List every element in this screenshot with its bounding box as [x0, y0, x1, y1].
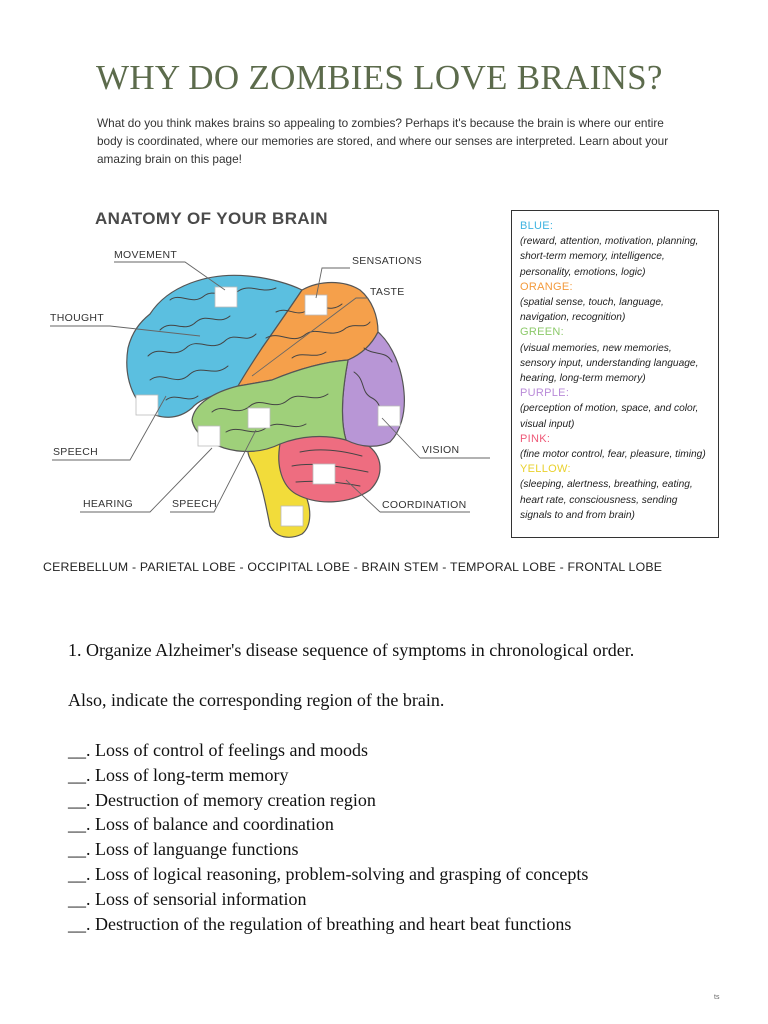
- symptom-item: __. Loss of languange functions: [68, 839, 299, 860]
- label-sensations: SENSATIONS: [352, 255, 422, 267]
- legend-color: YELLOW:: [520, 463, 571, 476]
- label-vision: VISION: [422, 444, 460, 456]
- symptom-item: __. Loss of long-term memory: [68, 764, 289, 785]
- lobe-word-bank: CEREBELLUM - PARIETAL LOBE - OCCIPITAL LOBE - BRAIN STEM - TEMPORAL LOBE - FRONTAL LOBE: [43, 560, 663, 574]
- legend-entry-blue: [520, 219, 710, 280]
- color-legend: [511, 210, 719, 538]
- label-speech-left: SPEECH: [53, 446, 98, 458]
- answer-box: [215, 287, 237, 307]
- legend-desc: (spatial sense, touch, language, navigation, recognition): [520, 297, 664, 324]
- page-title: WHY DO ZOMBIES LOVE BRAINS?: [96, 58, 663, 97]
- label-movement: MOVEMENT: [114, 249, 178, 261]
- symptom-item: __. Loss of balance and coordination: [68, 814, 334, 835]
- label-taste: TASTE: [370, 286, 405, 298]
- legend-entry-purple: [520, 386, 710, 432]
- question-instruction: Also, indicate the corresponding region of the brain.: [68, 690, 445, 710]
- label-speech-bottom: SPEECH: [172, 498, 217, 510]
- symptom-item: __. Destruction of the regulation of breathing and heart beat functions: [68, 913, 572, 934]
- legend-desc: (visual memories, new memories, sensory input, understanding language, hearing, long-term memory): [520, 342, 699, 385]
- answer-box: [198, 426, 220, 446]
- legend-color: GREEN:: [520, 326, 564, 339]
- symptom-item: __. Destruction of memory creation region: [68, 789, 376, 810]
- symptom-list: [68, 738, 588, 936]
- footer-mark: ts: [714, 994, 720, 1001]
- legend-desc: (sleeping, alertness, breathing, eating, heart rate, consciousness, sending signals to and from brain): [520, 479, 693, 521]
- answer-box: [378, 406, 400, 426]
- label-thought: THOUGHT: [50, 312, 105, 324]
- answer-box: [281, 506, 303, 526]
- legend-desc: (reward, attention, motivation, planning, short-term memory, intelligence, personality, emotions, logic): [520, 236, 699, 278]
- answer-box: [248, 408, 270, 428]
- question-prompt: 1. Organize Alzheimer's disease sequence of symptoms in chronological order.: [68, 640, 635, 660]
- symptom-item: __. Loss of sensorial information: [68, 888, 307, 909]
- legend-color: PURPLE:: [520, 387, 570, 400]
- legend-entry-green: [520, 325, 710, 386]
- answer-box: [313, 464, 335, 484]
- legend-entry-orange: [520, 280, 710, 326]
- symptom-item: __. Loss of logical reasoning, problem-solving and grasping of concepts: [68, 863, 589, 884]
- legend-desc: (fine motor control, fear, pleasure, timing): [520, 449, 706, 461]
- answer-box: [136, 395, 158, 415]
- legend-entry-pink: [520, 432, 710, 462]
- legend-desc: (perception of motion, space, and color, visual input): [520, 403, 699, 430]
- intro-paragraph: What do you think makes brains so appealing to zombies? Perhaps it's because the brain is where our entire body is coordinated, where our memories are stored, and where our senses are interpreted. Learn about your amazing brain on this page!: [97, 116, 669, 166]
- legend-color: BLUE:: [520, 220, 554, 232]
- anatomy-title: ANATOMY OF YOUR BRAIN: [95, 209, 328, 228]
- symptom-item: __. Loss of control of feelings and moods: [68, 740, 368, 760]
- legend-color: ORANGE:: [520, 280, 573, 293]
- label-coordination: COORDINATION: [382, 499, 467, 511]
- legend-color: PINK:: [520, 432, 551, 445]
- label-hearing: HEARING: [83, 498, 133, 510]
- legend-entry-yellow: [520, 462, 710, 523]
